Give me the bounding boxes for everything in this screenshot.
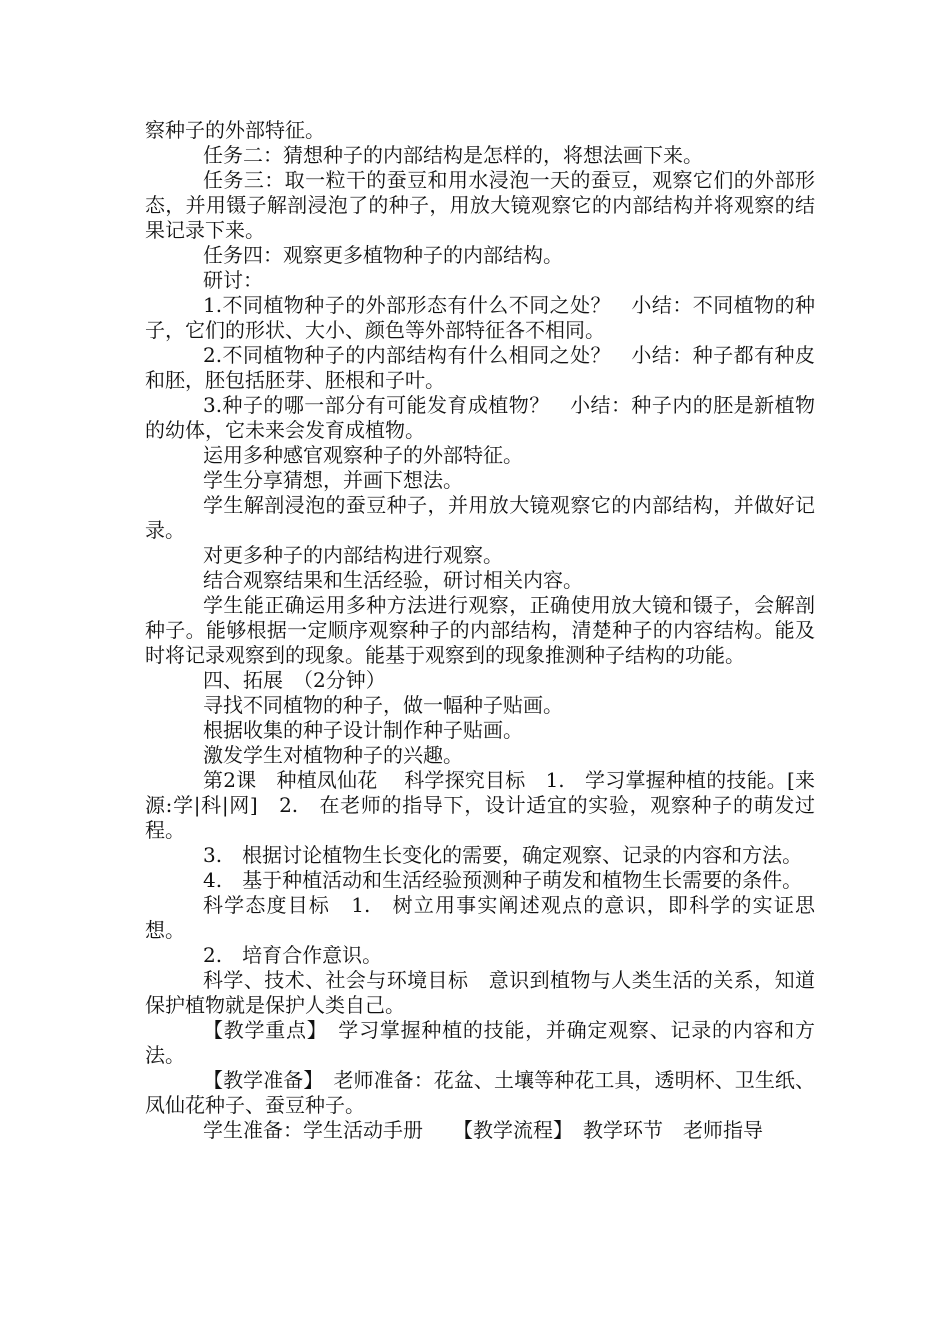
section-heading-extension: 四、拓展 （2分钟）	[203, 668, 386, 692]
paragraph-lesson-2-goals: 第2课 种植凤仙花 科学探究目标 1. 学习掌握种植的技能。[来源:学|科|网] 2. 在老师的指导下，设计适宜的实验，观察种子的萌发过程。	[145, 768, 815, 842]
paragraph-discussion-1: 1.不同植物种子的外部形态有什么不同之处？ 小结：不同植物的种子，它们的形状、大小、颜色等外部特征各不相同。	[145, 293, 815, 342]
document-body	[145, 118, 815, 1143]
paragraph-goal-4: 4. 基于种植活动和生活经验预测种子萌发和植物生长需要的条件。	[203, 868, 803, 892]
paragraph-task-4: 任务四：观察更多植物种子的内部结构。	[203, 243, 563, 267]
paragraph-discussion-heading: 研讨：	[203, 268, 263, 292]
paragraph-assessment: 学生能正确运用多种方法进行观察，正确使用放大镜和镊子，会解剖种子。能够根据一定顺序观察种子的内部结构，清楚种子的内容结构。能及时将记录观察到的现象。能基于观察到的现象推测种子结构的功能。	[145, 593, 815, 667]
paragraph-student-activity-5: 结合观察结果和生活经验，研讨相关内容。	[203, 568, 583, 592]
paragraph-teaching-focus: 【教学重点】 学习掌握种植的技能，并确定观察、记录的内容和方法。	[145, 1018, 815, 1067]
paragraph-student-activity-4: 对更多种子的内部结构进行观察。	[203, 543, 503, 567]
paragraph-task-3: 任务三：取一粒干的蚕豆和用水浸泡一天的蚕豆，观察它们的外部形态，并用镊子解剖浸泡了的种子，用放大镜观察它的内部结构并将观察的结果记录下来。	[145, 168, 815, 242]
paragraph-teaching-prep: 【教学准备】 老师准备：花盆、土壤等种花工具，透明杯、卫生纸、凤仙花种子、蚕豆种子。	[145, 1068, 815, 1117]
paragraph-extension-1: 寻找不同植物的种子，做一幅种子贴画。	[203, 693, 563, 717]
paragraph-student-activity-1: 运用多种感官观察种子的外部特征。	[203, 443, 523, 467]
paragraph-extension-3: 激发学生对植物种子的兴趣。	[203, 743, 463, 767]
paragraph-stse-goal: 科学、技术、社会与环境目标 意识到植物与人类生活的关系，知道保护植物就是保护人类自己。	[145, 968, 815, 1017]
paragraph-student-prep: 学生准备：学生活动手册 【教学流程】 教学环节 老师指导	[203, 1118, 763, 1142]
paragraph-task-2: 任务二：猜想种子的内部结构是怎样的，将想法画下来。	[203, 143, 703, 167]
paragraph-attitude-goal-2: 2. 培育合作意识。	[203, 943, 383, 967]
paragraph-student-activity-3: 学生解剖浸泡的蚕豆种子，并用放大镜观察它的内部结构，并做好记录。	[145, 493, 815, 542]
paragraph-student-activity-2: 学生分享猜想，并画下想法。	[203, 468, 463, 492]
paragraph-attitude-goal-1: 科学态度目标 1. 树立用事实阐述观点的意识，即科学的实证思想。	[145, 893, 815, 942]
paragraph-discussion-3: 3.种子的哪一部分有可能发育成植物？ 小结：种子内的胚是新植物的幼体，它未来会发育成植物。	[145, 393, 815, 442]
paragraph-goal-3: 3. 根据讨论植物生长变化的需要，确定观察、记录的内容和方法。	[203, 843, 803, 867]
paragraph-discussion-2: 2.不同植物种子的内部结构有什么相同之处？ 小结：种子都有种皮和胚，胚包括胚芽、胚根和子叶。	[145, 343, 815, 392]
paragraph-extension-2: 根据收集的种子设计制作种子贴画。	[203, 718, 523, 742]
paragraph-1: 察种子的外部特征。	[145, 118, 325, 142]
